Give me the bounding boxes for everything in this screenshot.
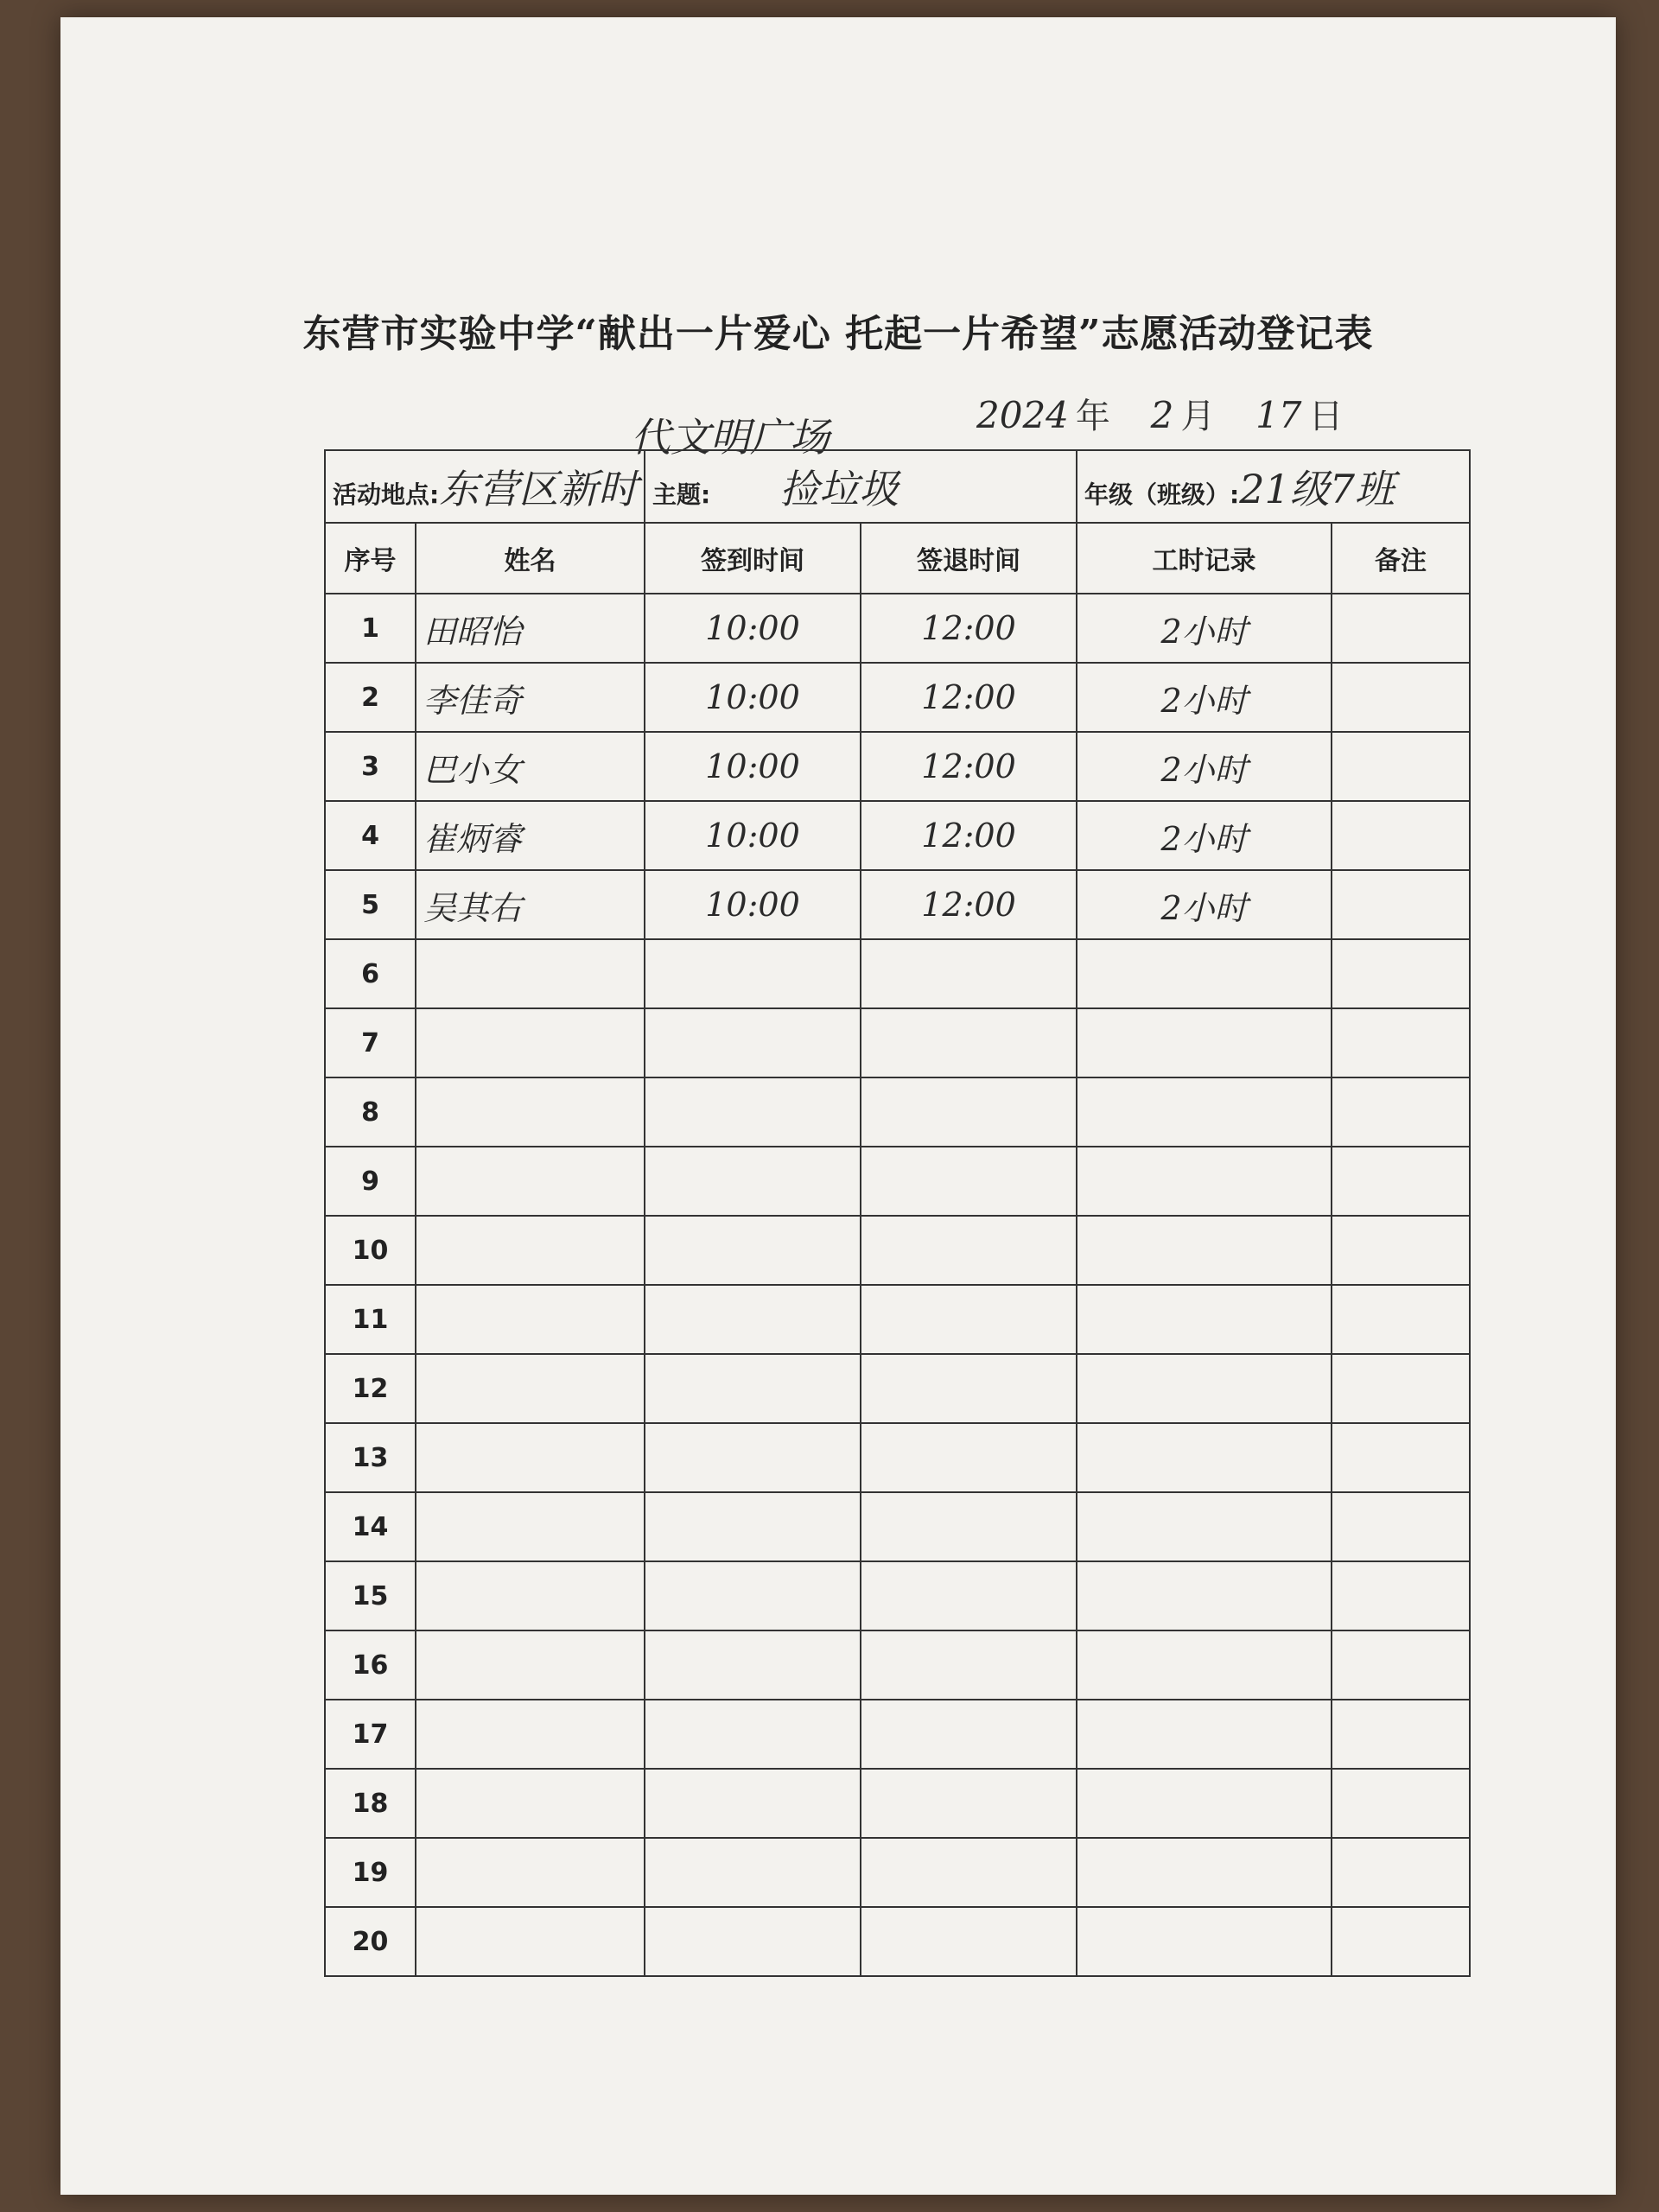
row-note-cell: [1332, 1907, 1470, 1976]
row-sign-in-time: 10:00: [705, 609, 800, 647]
row-name-cell: [416, 1561, 645, 1630]
row-sign-in-time-cell: [645, 1008, 861, 1077]
row-hours-cell: [1077, 1216, 1332, 1285]
row-hours: 2小时: [1160, 612, 1248, 651]
row-hours-cell: [1077, 1769, 1332, 1838]
row-number: 12: [352, 1373, 389, 1404]
table-row: [325, 1769, 1470, 1838]
row-hours-cell: [1077, 1907, 1332, 1976]
row-number-cell: [325, 663, 416, 732]
row-number: 5: [361, 889, 379, 920]
topic-value: 捡垃圾: [779, 466, 899, 512]
row-sign-out-time-cell: [861, 594, 1077, 663]
row-sign-in-time: 10:00: [705, 678, 800, 716]
row-name-cell: [416, 1354, 645, 1423]
row-number-cell: [325, 939, 416, 1008]
row-sign-out-time-cell: [861, 1077, 1077, 1147]
row-sign-out-time-cell: [861, 801, 1077, 870]
row-name: 崔炳睿: [423, 819, 523, 858]
row-number-cell: [325, 1216, 416, 1285]
row-sign-in-time-cell: [645, 1077, 861, 1147]
row-sign-out-time-cell: [861, 939, 1077, 1008]
row-name-cell: [416, 1700, 645, 1769]
row-sign-in-time-cell: [645, 801, 861, 870]
row-sign-out-time-cell: [861, 1561, 1077, 1630]
date-year: 2024: [976, 394, 1069, 436]
row-sign-out-time-cell: [861, 1630, 1077, 1700]
info-row: [325, 450, 1470, 523]
row-sign-out-time-cell: [861, 1147, 1077, 1216]
row-number-cell: [325, 1630, 416, 1700]
row-note-cell: [1332, 1354, 1470, 1423]
row-sign-out-time: 12:00: [921, 609, 1016, 647]
row-sign-in-time-cell: [645, 1907, 861, 1976]
row-number-cell: [325, 1838, 416, 1907]
table-row: [325, 594, 1470, 663]
row-sign-out-time-cell: [861, 1769, 1077, 1838]
row-name-cell: [416, 1630, 645, 1700]
row-sign-out-time-cell: [861, 1700, 1077, 1769]
row-hours-cell: [1077, 1077, 1332, 1147]
row-note-cell: [1332, 1147, 1470, 1216]
row-name-cell: [416, 1838, 645, 1907]
table-row: [325, 1838, 1470, 1907]
row-hours-cell: [1077, 1354, 1332, 1423]
row-sign-in-time-cell: [645, 1354, 861, 1423]
table-row: [325, 1008, 1470, 1077]
row-hours: 2小时: [1160, 750, 1248, 789]
location-label: 活动地点:: [333, 480, 440, 509]
row-note-cell: [1332, 1492, 1470, 1561]
form-title: 东营市实验中学“献出一片爱心 托起一片希望”志愿活动登记表: [302, 312, 1374, 356]
date-year-unit: 年: [1075, 397, 1110, 436]
row-note-cell: [1332, 1561, 1470, 1630]
row-note-cell: [1332, 1838, 1470, 1907]
row-name-cell: [416, 1285, 645, 1354]
row-sign-in-time-cell: [645, 939, 861, 1008]
row-hours: 2小时: [1160, 681, 1248, 720]
row-number-cell: [325, 732, 416, 801]
row-number: 14: [352, 1511, 389, 1542]
topic-label: 主题:: [652, 480, 711, 509]
date-month: 2: [1150, 394, 1174, 436]
table-row: [325, 939, 1470, 1008]
row-hours-cell: [1077, 732, 1332, 801]
row-sign-out-time-cell: [861, 1285, 1077, 1354]
row-number-cell: [325, 1077, 416, 1147]
grade-value: 21级7班: [1239, 466, 1395, 512]
row-name-cell: [416, 1907, 645, 1976]
row-name: 巴小女: [423, 750, 523, 789]
table-row: [325, 1561, 1470, 1630]
row-number-cell: [325, 1769, 416, 1838]
row-number: 16: [352, 1649, 389, 1681]
table-row: [325, 1354, 1470, 1423]
header-remarks: 备注: [1332, 523, 1470, 594]
table-row: [325, 1285, 1470, 1354]
row-sign-out-time-cell: [861, 1423, 1077, 1492]
row-sign-in-time-cell: [645, 663, 861, 732]
row-hours-cell: [1077, 1423, 1332, 1492]
row-sign-in-time-cell: [645, 1147, 861, 1216]
row-note-cell: [1332, 939, 1470, 1008]
table-row: [325, 732, 1470, 801]
row-name: 吴其右: [423, 888, 523, 927]
table-row: [325, 663, 1470, 732]
row-note-cell: [1332, 1077, 1470, 1147]
row-name: 田昭怡: [423, 612, 523, 651]
row-note-cell: [1332, 732, 1470, 801]
row-number-cell: [325, 1285, 416, 1354]
row-number: 11: [352, 1304, 389, 1335]
table-row: [325, 801, 1470, 870]
row-name-cell: [416, 1423, 645, 1492]
row-number: 13: [352, 1442, 389, 1473]
row-number-cell: [325, 1423, 416, 1492]
header-name: 姓名: [416, 523, 645, 594]
location-cell: [325, 450, 645, 523]
row-number-cell: [325, 870, 416, 939]
row-number-cell: [325, 594, 416, 663]
row-hours-cell: [1077, 663, 1332, 732]
row-sign-in-time-cell: [645, 1769, 861, 1838]
row-number-cell: [325, 1147, 416, 1216]
row-number-cell: [325, 1008, 416, 1077]
row-hours: 2小时: [1160, 819, 1248, 858]
registration-table: [324, 449, 1471, 1977]
header-sign-out-time: 签退时间: [861, 523, 1077, 594]
row-note-cell: [1332, 1630, 1470, 1700]
row-number-cell: [325, 1354, 416, 1423]
row-name-cell: [416, 1769, 645, 1838]
row-sign-out-time-cell: [861, 1907, 1077, 1976]
row-note-cell: [1332, 870, 1470, 939]
row-sign-in-time-cell: [645, 732, 861, 801]
row-number-cell: [325, 801, 416, 870]
row-number: 3: [361, 751, 379, 782]
location-continued-handwriting: 代文明广场: [631, 414, 830, 461]
row-name-cell: [416, 801, 645, 870]
row-hours-cell: [1077, 1147, 1332, 1216]
row-number-cell: [325, 1492, 416, 1561]
row-number-cell: [325, 1907, 416, 1976]
row-number: 17: [352, 1719, 389, 1750]
row-sign-in-time: 10:00: [705, 747, 800, 785]
row-number: 1: [361, 613, 379, 644]
row-hours-cell: [1077, 870, 1332, 939]
row-name: 李佳奇: [423, 681, 523, 720]
row-sign-in-time-cell: [645, 1423, 861, 1492]
row-sign-out-time-cell: [861, 1354, 1077, 1423]
table-row: [325, 870, 1470, 939]
row-number: 19: [352, 1857, 389, 1888]
row-note-cell: [1332, 663, 1470, 732]
date-day: 17: [1255, 394, 1302, 436]
row-sign-in-time-cell: [645, 1285, 861, 1354]
row-hours-cell: [1077, 1630, 1332, 1700]
row-name-cell: [416, 1077, 645, 1147]
row-sign-out-time-cell: [861, 732, 1077, 801]
row-name-cell: [416, 594, 645, 663]
registration-form-paper: [60, 17, 1616, 2195]
row-number: 4: [361, 820, 379, 851]
grade-label: 年级（班级）:: [1084, 480, 1240, 509]
row-name-cell: [416, 663, 645, 732]
row-sign-out-time-cell: [861, 1008, 1077, 1077]
row-hours-cell: [1077, 1285, 1332, 1354]
row-number: 6: [361, 958, 379, 989]
row-name-cell: [416, 870, 645, 939]
row-note-cell: [1332, 1216, 1470, 1285]
row-sign-out-time-cell: [861, 870, 1077, 939]
table-row: [325, 1630, 1470, 1700]
row-number: 8: [361, 1096, 379, 1128]
row-name-cell: [416, 1008, 645, 1077]
row-sign-out-time-cell: [861, 1216, 1077, 1285]
row-number-cell: [325, 1700, 416, 1769]
row-number: 2: [361, 682, 379, 713]
row-name-cell: [416, 1216, 645, 1285]
row-sign-in-time-cell: [645, 1630, 861, 1700]
row-sign-out-time: 12:00: [921, 747, 1016, 785]
date-month-unit: 月: [1180, 397, 1216, 436]
row-number: 18: [352, 1788, 389, 1819]
row-note-cell: [1332, 1423, 1470, 1492]
row-sign-in-time-cell: [645, 1216, 861, 1285]
row-sign-in-time-cell: [645, 1700, 861, 1769]
table-row: [325, 1423, 1470, 1492]
row-sign-in-time: 10:00: [705, 886, 800, 924]
row-hours-cell: [1077, 1700, 1332, 1769]
table-row: [325, 1700, 1470, 1769]
row-number: 20: [352, 1926, 389, 1957]
row-sign-out-time-cell: [861, 1838, 1077, 1907]
row-sign-out-time-cell: [861, 1492, 1077, 1561]
row-number: 9: [361, 1166, 379, 1197]
row-number-cell: [325, 1561, 416, 1630]
row-sign-out-time: 12:00: [921, 817, 1016, 855]
table-row: [325, 1492, 1470, 1561]
header-number: 序号: [325, 523, 416, 594]
row-note-cell: [1332, 1700, 1470, 1769]
row-sign-out-time: 12:00: [921, 678, 1016, 716]
row-number: 7: [361, 1027, 379, 1058]
row-sign-out-time-cell: [861, 663, 1077, 732]
table-row: [325, 1147, 1470, 1216]
table-row: [325, 1077, 1470, 1147]
row-sign-in-time-cell: [645, 870, 861, 939]
row-sign-in-time-cell: [645, 1561, 861, 1630]
date-day-unit: 日: [1308, 397, 1344, 436]
header-hours-record: 工时记录: [1077, 523, 1332, 594]
row-sign-in-time-cell: [645, 1492, 861, 1561]
row-hours-cell: [1077, 594, 1332, 663]
location-value: 东营区新时: [439, 466, 639, 512]
table-row: [325, 1907, 1470, 1976]
row-sign-out-time: 12:00: [921, 886, 1016, 924]
table-body: [325, 594, 1470, 1976]
row-number: 15: [352, 1580, 389, 1611]
row-hours-cell: [1077, 939, 1332, 1008]
row-hours: 2小时: [1160, 888, 1248, 927]
row-note-cell: [1332, 594, 1470, 663]
row-hours-cell: [1077, 801, 1332, 870]
row-name-cell: [416, 939, 645, 1008]
row-sign-in-time-cell: [645, 594, 861, 663]
row-hours-cell: [1077, 1492, 1332, 1561]
row-note-cell: [1332, 1769, 1470, 1838]
header-sign-in-time: 签到时间: [645, 523, 861, 594]
row-sign-in-time-cell: [645, 1838, 861, 1907]
row-note-cell: [1332, 1285, 1470, 1354]
table-row: [325, 1216, 1470, 1285]
header-row: [325, 523, 1470, 594]
row-sign-in-time: 10:00: [705, 817, 800, 855]
row-hours-cell: [1077, 1561, 1332, 1630]
row-note-cell: [1332, 801, 1470, 870]
row-name-cell: [416, 1492, 645, 1561]
row-hours-cell: [1077, 1008, 1332, 1077]
row-number: 10: [352, 1235, 389, 1266]
form-date: [976, 389, 1373, 438]
row-name-cell: [416, 732, 645, 801]
row-hours-cell: [1077, 1838, 1332, 1907]
topic-cell: [645, 450, 1077, 523]
row-name-cell: [416, 1147, 645, 1216]
grade-cell: [1077, 450, 1470, 523]
row-note-cell: [1332, 1008, 1470, 1077]
